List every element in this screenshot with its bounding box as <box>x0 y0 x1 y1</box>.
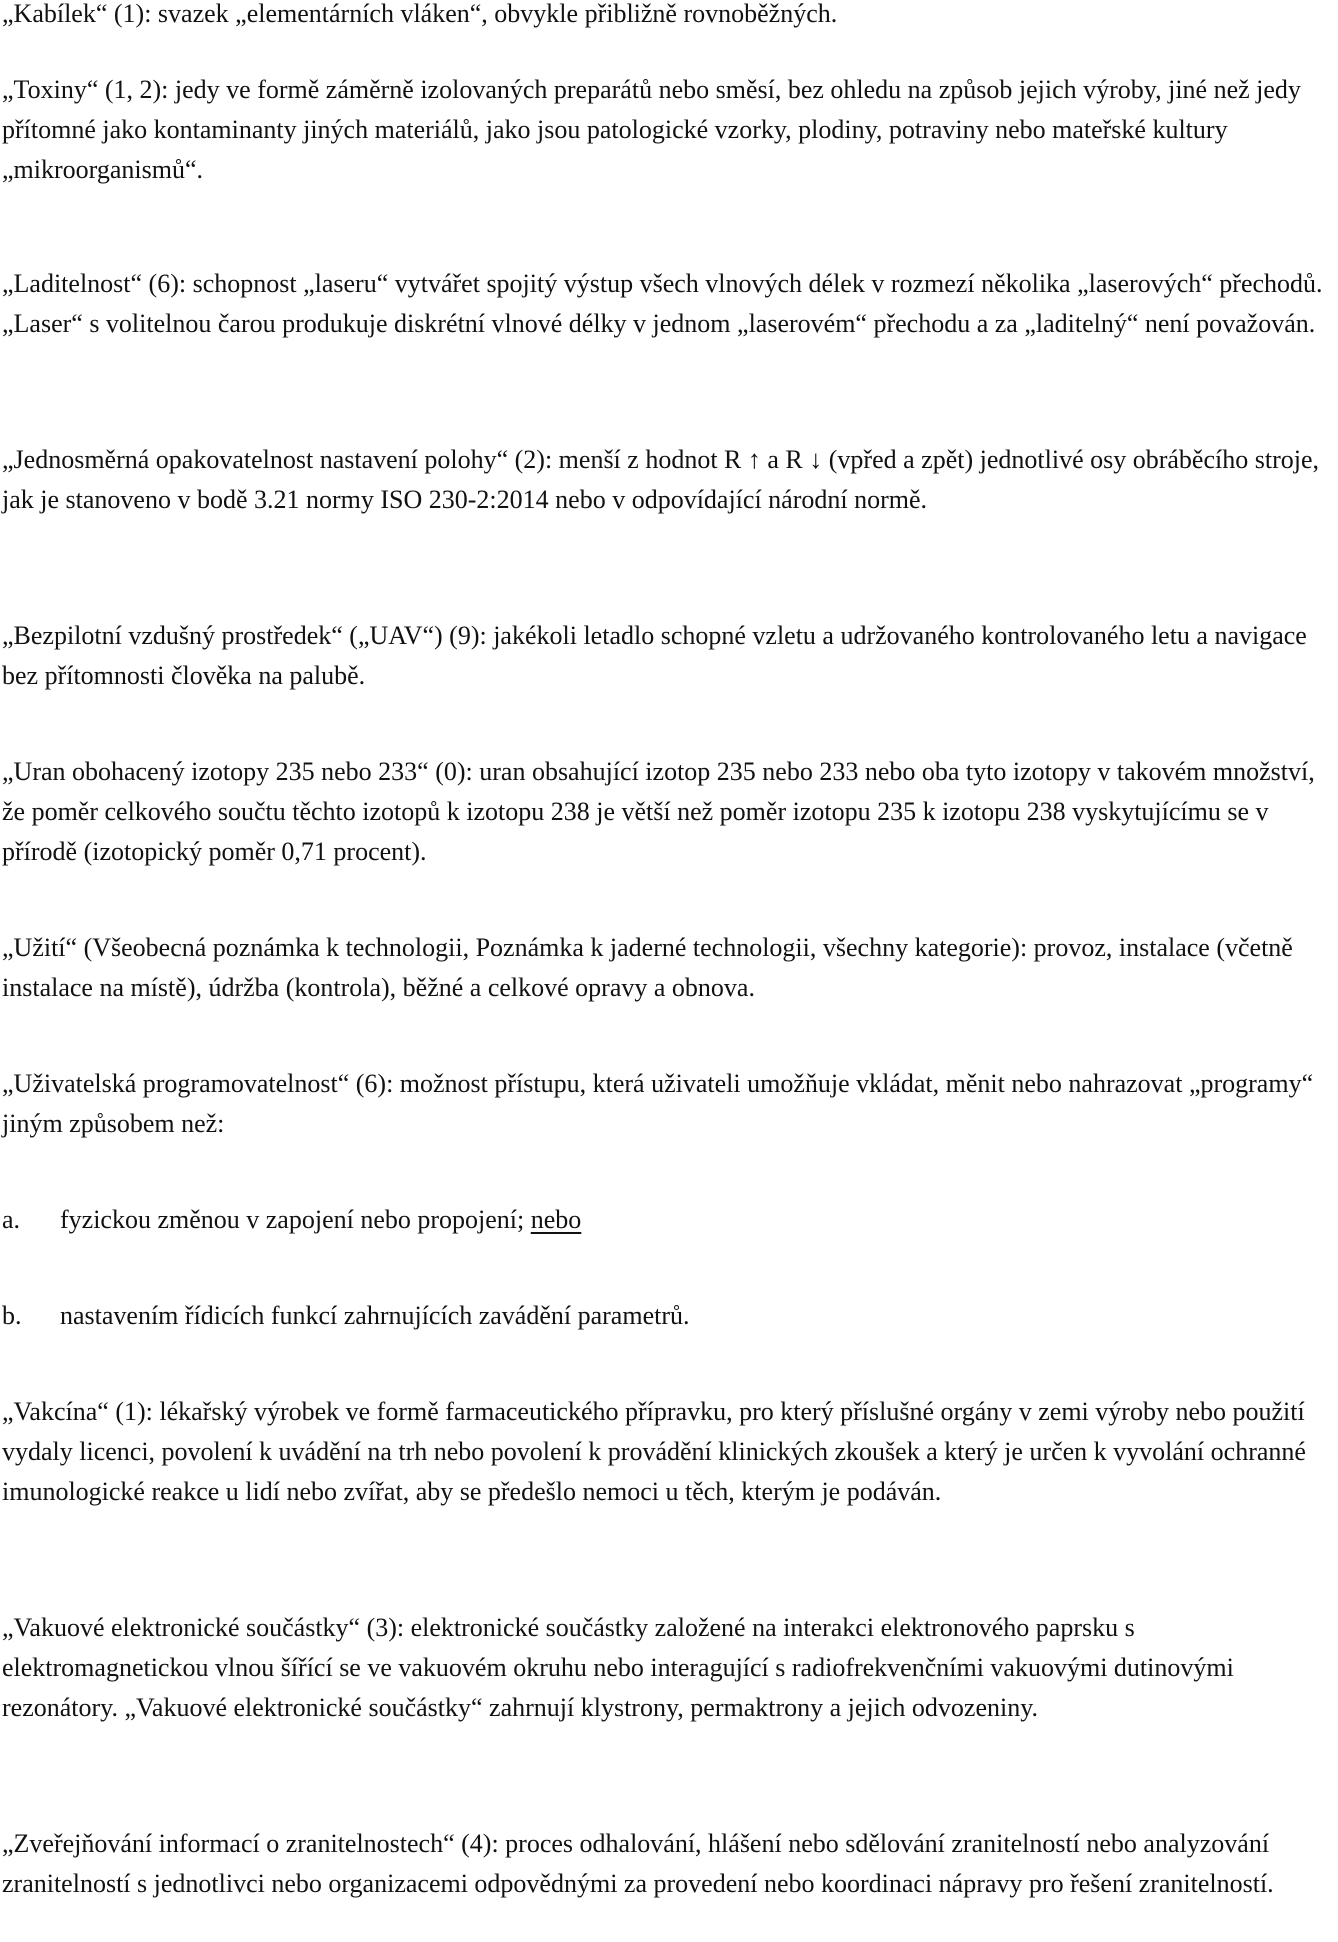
definition-uav: „Bezpilotní vzdušný prostředek“ („UAV“) (9): jakékoli letadlo schopné vzletu a udržovaného kontrolovaného letu a navigace bez přítomnosti člověka na palubě. <box>2 621 1307 690</box>
list-marker-b: b. <box>2 1301 22 1330</box>
definition-uran-obohaceny: „Uran obohacený izotopy 235 nebo 233“ (0): uran obsahující izotop 235 nebo 233 nebo oba tyto izotopy v takovém množství, že poměr celkového součtu těchto izotopů k izotopu 238 je větší než poměr izotopu 235 k izotopu 238 vyskytujícímu se v přírodě (izotopický poměr 0,71 procent). <box>2 757 1315 866</box>
definition-laditelnost: „Laditelnost“ (6): schopnost „laseru“ vytvářet spojitý výstup všech vlnových délek v rozmezí několika „laserových“ přechodů. „Laser“ s volitelnou čarou produkuje diskrétní vlnové délky v jednom „laserovém“ přechodu a za „laditelný“ není považován. <box>2 269 1323 338</box>
definition-uzivatelska-programovatelnost: „Uživatelská programovatelnost“ (6): možnost přístupu, která uživateli umožňuje vkládat, měnit nebo nahrazovat „programy“ jiným způsobem než: <box>2 1069 1314 1138</box>
list-marker-a: a. <box>2 1205 21 1234</box>
definition-toxiny: „Toxiny“ (1, 2): jedy ve formě záměrně izolovaných preparátů nebo směsí, bez ohledu na způsob jejich výroby, jiné než jedy přítomné jako kontaminanty jiných materiálů, jako jsou patologické vzorky, plodiny, potraviny nebo mateřské kultury „mikroorganismů“. <box>2 75 1301 184</box>
list-item-b <box>2 1296 1332 1336</box>
definition-vakcina: „Vakcína“ (1): lékařský výrobek ve formě farmaceutického přípravku, pro který příslušné orgány v zemi výroby nebo použití vydaly licenci, povolení k uvádění na trh nebo povolení k provádění klinických zkoušek a který je určen k vyvolání ochranné imunologické reakce u lidí nebo zvířat, aby se předešlo nemoci u těch, kterým je podáván. <box>2 1397 1306 1506</box>
definition-kabilek: „Kabílek“ (1): svazek „elementárních vláken“, obvykle přibližně rovnoběžných. <box>2 0 838 28</box>
definition-zverejnovani-informaci: „Zveřejňování informací o zranitelnostech“ (4): proces odhalování, hlášení nebo sdělování zranitelností nebo analyzování zranitelností s jednotlivci nebo organizacemi odpovědnými za provedení nebo koordinaci nápravy pro řešení zranitelností. <box>2 1829 1274 1898</box>
list-text-b: nastavením řídicích funkcí zahrnujících zavádění parametrů. <box>60 1301 690 1330</box>
definition-vakuove-elektronicke-soucastky: „Vakuové elektronické součástky“ (3): elektronické součástky založené na interakci elektronového paprsku s elektromagnetickou vlnou šířící se ve vakuovém okruhu nebo interagující s radiofrekvenčními vakuovými dutinovými rezonátory. „Vakuové elektronické součástky“ zahrnují klystrony, permaktrony a jejich odvozeniny. <box>2 1613 1234 1722</box>
list-text-a-underlined: nebo <box>530 1205 582 1234</box>
definition-jednosmerna-opakovatelnost: „Jednosměrná opakovatelnost nastavení polohy“ (2): menší z hodnot R ↑ a R ↓ (vpřed a zpět) jednotlivé osy obráběcího stroje, jak je stanoveno v bodě 3.21 normy ISO 230-2:2014 nebo v odpovídající národní normě. <box>2 445 1319 514</box>
list-item-a <box>2 1200 1332 1240</box>
list-text-a: fyzickou změnou v zapojení nebo propojení; <box>60 1205 531 1234</box>
definition-uziti: „Užití“ (Všeobecná poznámka k technologii, Poznámka k jaderné technologii, všechny kategorie): provoz, instalace (včetně instalace na místě), údržba (kontrola), běžné a celkové opravy a obnova. <box>2 933 1293 1002</box>
